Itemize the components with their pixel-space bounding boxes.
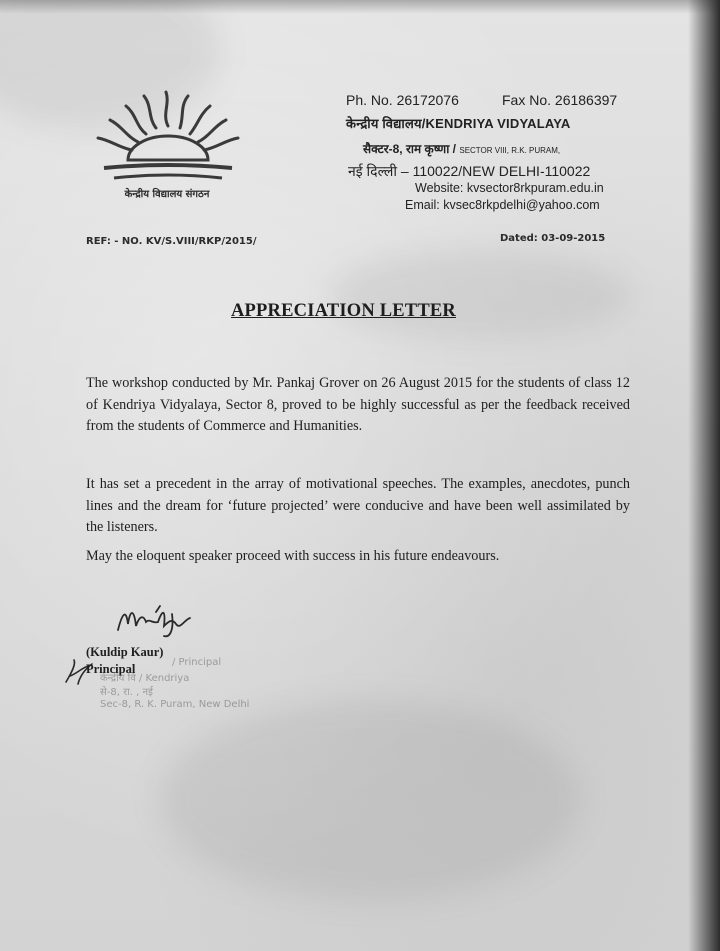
stamp-line-2: केन्द्रीय वि / Kendriya	[100, 673, 190, 684]
fax-number: Fax No. 26186397	[502, 92, 618, 108]
page-top-shadow	[0, 0, 720, 14]
email-text: Email: kvsec8rkpdelhi@yahoo.com	[405, 198, 600, 212]
sector-english: SECTOR VIII, R.K. PURAM,	[459, 146, 561, 155]
body-paragraph-2: It has set a precedent in the array of motivational speeches. The examples, anecdotes, punch lines and the dream for ‘future projected’ were conducive and have been well assimilated by the listeners.	[86, 476, 630, 535]
body-paragraph-3: May the eloquent speaker proceed with success in his future endeavours.	[86, 548, 500, 564]
city-address: नई दिल्ली – 110022/NEW DELHI-110022	[348, 163, 591, 179]
paper-smudge	[160, 700, 580, 900]
letter-date: Dated: 03-09-2015	[500, 233, 606, 244]
paper-smudge	[330, 250, 630, 340]
official-stamp	[100, 657, 270, 713]
phone-number: Ph. No. 26172076	[346, 92, 459, 108]
signatory-designation: Principal	[86, 662, 136, 676]
letter-title: APPRECIATION LETTER	[231, 301, 456, 321]
body-paragraph-1: The workshop conducted by Mr. Pankaj Grover on 26 August 2015 for the students of class 12 of Kendriya Vidyalaya, Sector 8, proved to be highly successful as per the feedback received from the students of Commerce and Humanities.	[86, 375, 630, 434]
stamp-line-1: / Principal	[172, 657, 222, 668]
signatory-name: (Kuldip Kaur)	[86, 645, 164, 659]
website-text: Website: kvsector8rkpuram.edu.in	[415, 181, 604, 195]
sector-address	[363, 140, 560, 157]
school-name: केन्द्रीय विद्यालय/KENDRIYA VIDYALAYA	[346, 116, 571, 131]
stamp-line-4: Sec-8, R. K. Puram, New Delhi	[100, 699, 250, 710]
stamp-line-3: से-8, रा. , नई	[100, 687, 153, 698]
page-edge-shadow	[688, 0, 720, 951]
handwritten-signature	[112, 600, 202, 640]
sector-hindi: सैक्टर-8, राम कृष्णा /	[363, 142, 457, 156]
reference-number: REF: - NO. KV/S.VIII/RKP/2015/	[86, 236, 257, 247]
logo-caption: केन्द्रीय विद्यालय संगठन	[124, 189, 210, 200]
